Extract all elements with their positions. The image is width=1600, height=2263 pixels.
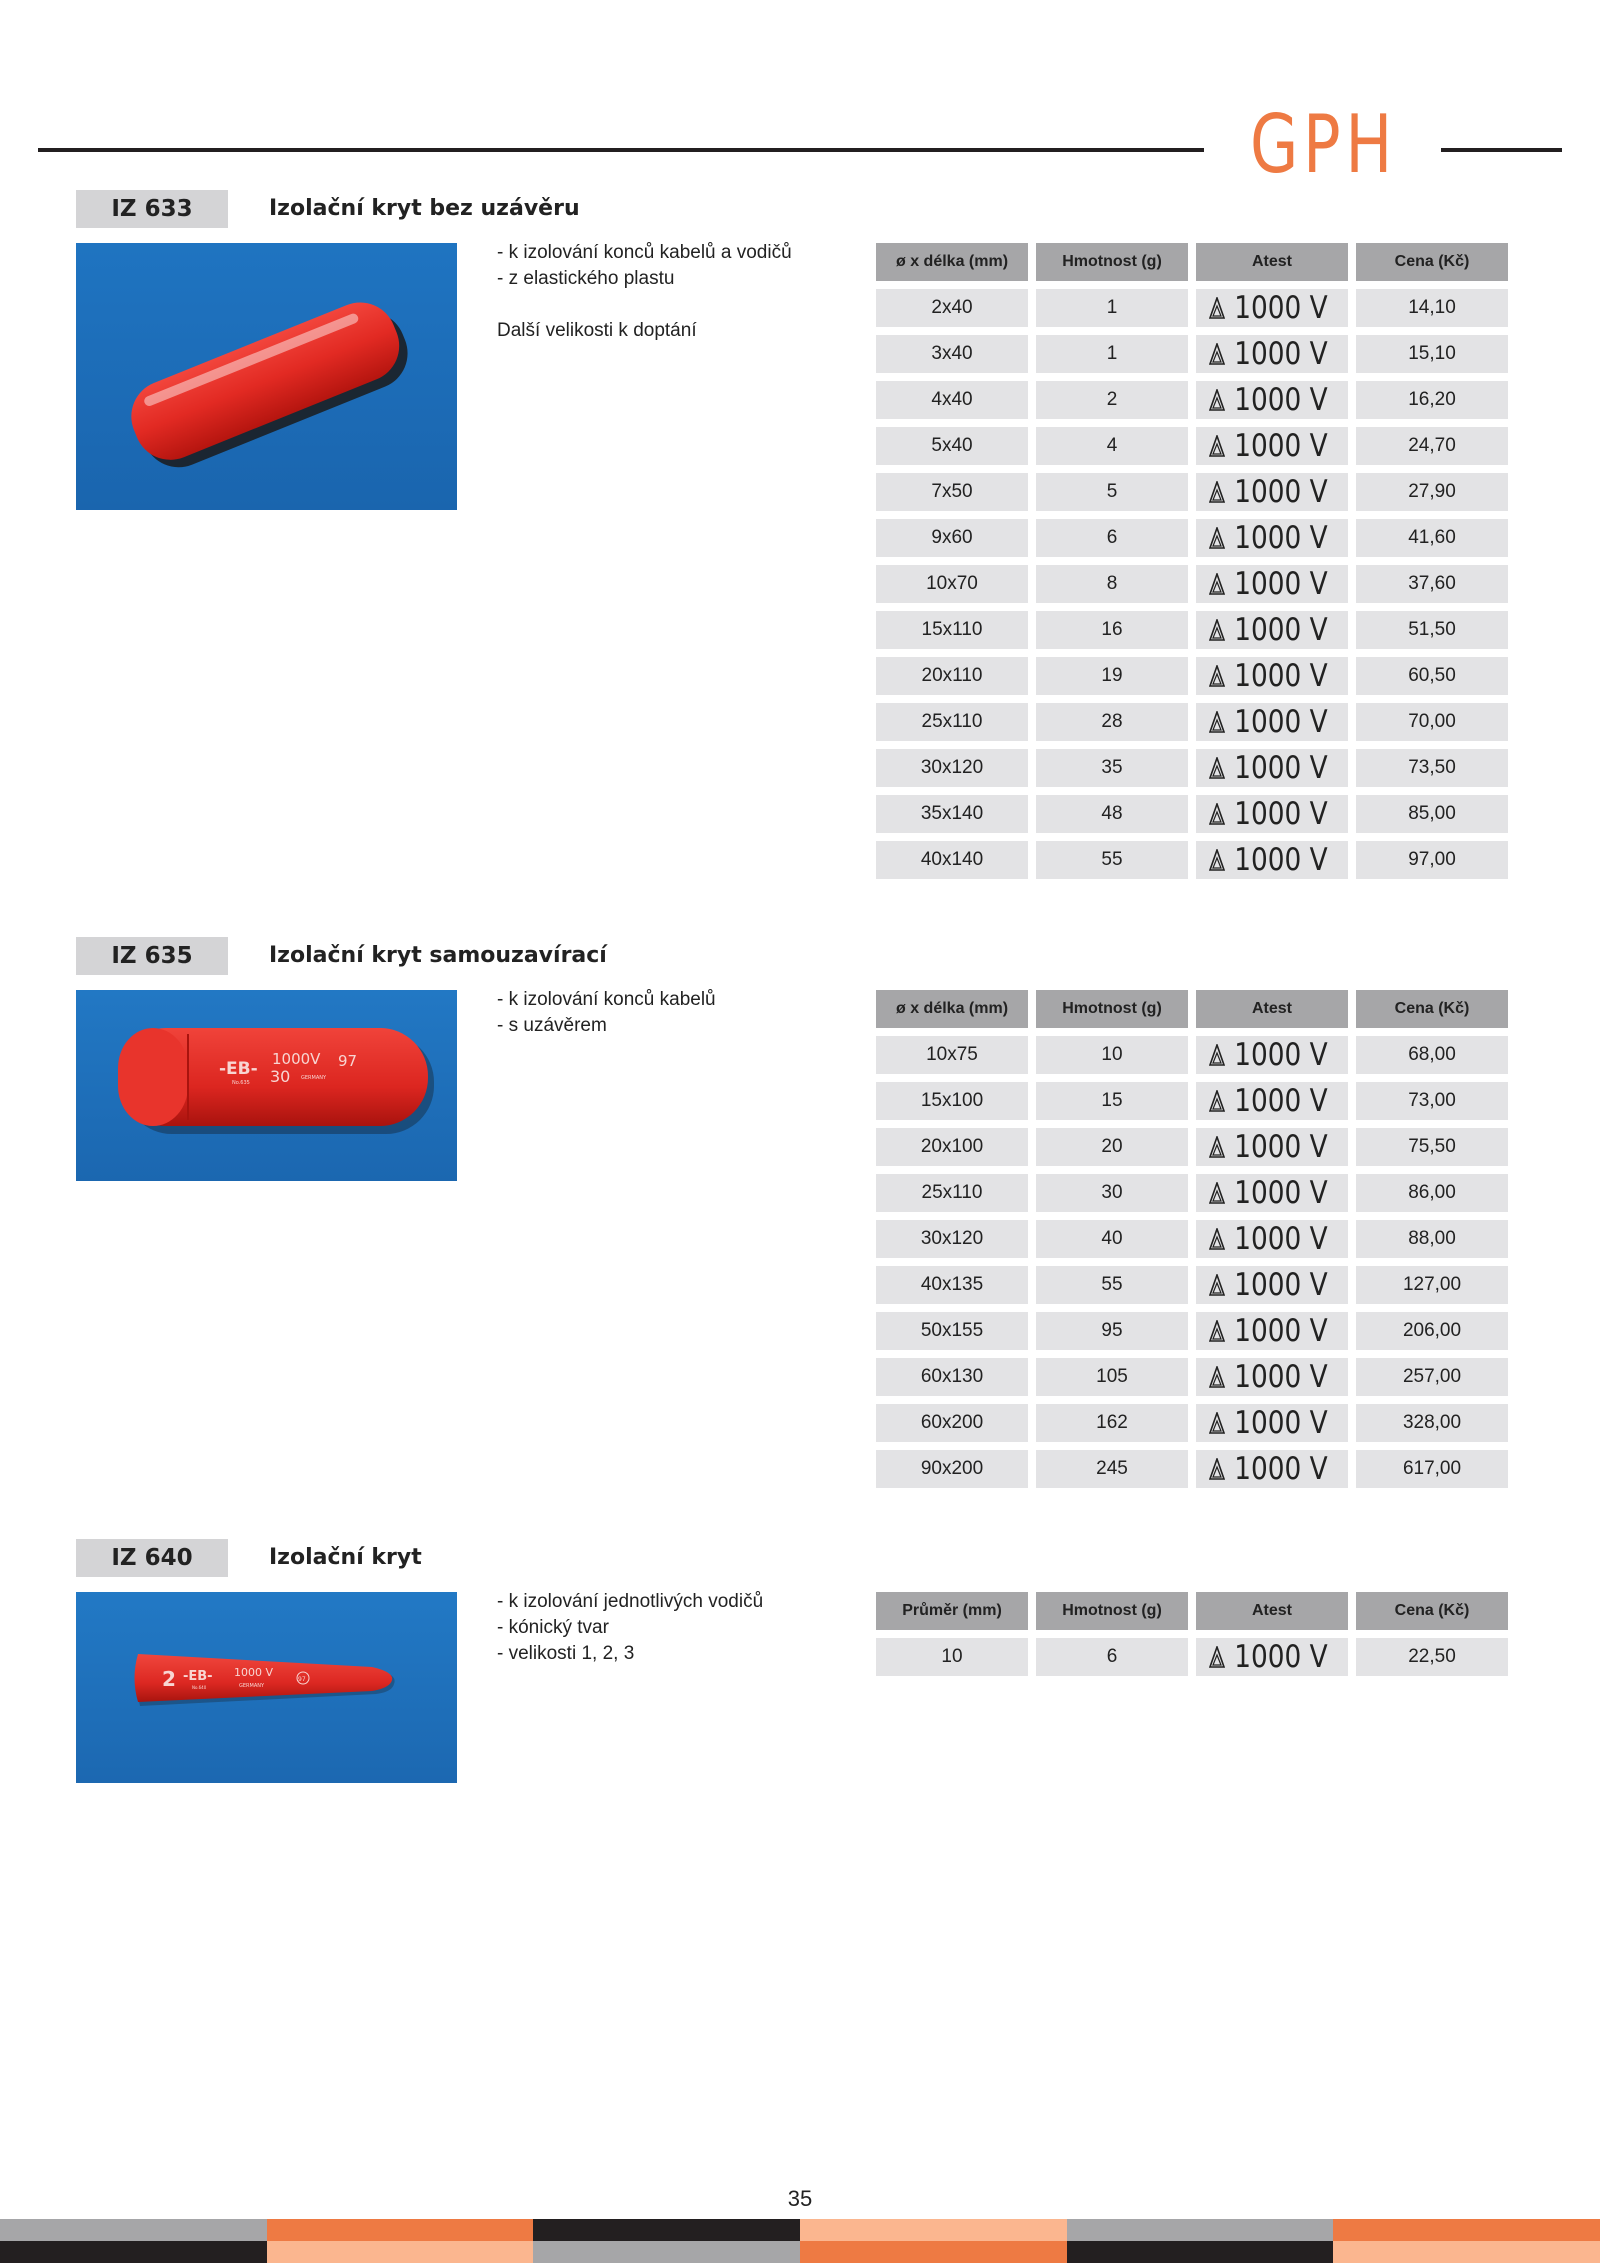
cell-weight: 6 — [1036, 1638, 1188, 1676]
footer-color-block — [1067, 2219, 1334, 2241]
column-header: Hmotnost (g) — [1036, 1592, 1188, 1630]
cell-weight: 245 — [1036, 1450, 1188, 1488]
cell-size: 30x120 — [876, 749, 1028, 787]
photo-rating: 1000V — [272, 1050, 321, 1068]
column-header: Hmotnost (g) — [1036, 990, 1188, 1028]
price-table — [876, 990, 1508, 1496]
certification-voltage: 1000 V — [1233, 1405, 1328, 1441]
table-row — [876, 381, 1508, 419]
photo-number: 30 — [270, 1067, 291, 1086]
cell-size: 60x200 — [876, 1404, 1028, 1442]
certification-voltage: 1000 V — [1233, 1451, 1328, 1487]
certification-voltage: 1000 V — [1233, 1175, 1328, 1211]
footer-color-block — [0, 2219, 267, 2241]
header-rule-right — [1441, 148, 1562, 152]
cell-certification — [1196, 795, 1348, 833]
certification-voltage: 1000 V — [1233, 520, 1328, 556]
certification-voltage: 1000 V — [1233, 1639, 1328, 1675]
cell-weight: 55 — [1036, 1266, 1188, 1304]
double-triangle-icon — [1209, 389, 1225, 411]
product-section-iz640 — [0, 1539, 1600, 1789]
cell-price: 22,50 — [1356, 1638, 1508, 1676]
double-triangle-icon — [1209, 1090, 1225, 1112]
red-insulating-cap-icon — [76, 243, 457, 510]
cell-certification — [1196, 703, 1348, 741]
table-row — [876, 1128, 1508, 1166]
double-triangle-icon — [1209, 1044, 1225, 1066]
cell-certification — [1196, 289, 1348, 327]
table-row — [876, 1174, 1508, 1212]
cell-size: 40x135 — [876, 1266, 1028, 1304]
double-triangle-icon — [1209, 1274, 1225, 1296]
table-row — [876, 1266, 1508, 1304]
certification-voltage: 1000 V — [1233, 1037, 1328, 1073]
cell-weight: 5 — [1036, 473, 1188, 511]
photo-brand: -EB- — [183, 1669, 213, 1684]
cell-size: 10x70 — [876, 565, 1028, 603]
cell-certification — [1196, 611, 1348, 649]
cell-size: 2x40 — [876, 289, 1028, 327]
cell-certification — [1196, 565, 1348, 603]
footer-stripe-top — [0, 2219, 1600, 2241]
certification-voltage: 1000 V — [1233, 1221, 1328, 1257]
cell-price: 206,00 — [1356, 1312, 1508, 1350]
footer-color-block — [1333, 2241, 1600, 2263]
cell-weight: 95 — [1036, 1312, 1188, 1350]
double-triangle-icon — [1209, 1366, 1225, 1388]
cell-weight: 16 — [1036, 611, 1188, 649]
cell-size: 9x60 — [876, 519, 1028, 557]
cell-price: 86,00 — [1356, 1174, 1508, 1212]
table-row — [876, 657, 1508, 695]
cell-size: 20x110 — [876, 657, 1028, 695]
description-line: - s uzávěrem — [497, 1015, 607, 1036]
table-row — [876, 1220, 1508, 1258]
cell-price: 16,20 — [1356, 381, 1508, 419]
certification-voltage: 1000 V — [1233, 658, 1328, 694]
cell-price: 60,50 — [1356, 657, 1508, 695]
cell-certification — [1196, 427, 1348, 465]
product-title: Izolační kryt bez uzávěru — [269, 196, 580, 221]
double-triangle-icon — [1209, 1182, 1225, 1204]
product-title: Izolační kryt samouzavírací — [269, 943, 607, 968]
cell-price: 617,00 — [1356, 1450, 1508, 1488]
description-line: - kónický tvar — [497, 1617, 609, 1638]
cell-weight: 40 — [1036, 1220, 1188, 1258]
table-row — [876, 1082, 1508, 1120]
description-line: - velikosti 1, 2, 3 — [497, 1643, 635, 1664]
certification-voltage: 1000 V — [1233, 566, 1328, 602]
double-triangle-icon — [1209, 711, 1225, 733]
cell-certification — [1196, 473, 1348, 511]
cell-size: 7x50 — [876, 473, 1028, 511]
certification-voltage: 1000 V — [1233, 1313, 1328, 1349]
cell-weight: 162 — [1036, 1404, 1188, 1442]
cell-price: 88,00 — [1356, 1220, 1508, 1258]
product-photo — [76, 243, 457, 510]
column-header: Cena (Kč) — [1356, 1592, 1508, 1630]
double-triangle-icon — [1209, 1320, 1225, 1342]
double-triangle-icon — [1209, 435, 1225, 457]
product-section-iz635 — [0, 937, 1600, 1497]
cell-size: 15x110 — [876, 611, 1028, 649]
cell-certification — [1196, 1082, 1348, 1120]
column-header: Atest — [1196, 1592, 1348, 1630]
certification-voltage: 1000 V — [1233, 750, 1328, 786]
cell-certification — [1196, 1220, 1348, 1258]
column-header: Atest — [1196, 243, 1348, 281]
cell-size: 50x155 — [876, 1312, 1028, 1350]
double-triangle-icon — [1209, 757, 1225, 779]
table-header-row — [876, 990, 1508, 1028]
product-title: Izolační kryt — [269, 1545, 422, 1570]
certification-voltage: 1000 V — [1233, 474, 1328, 510]
price-table — [876, 1592, 1508, 1684]
cell-certification — [1196, 1266, 1348, 1304]
product-description — [497, 987, 716, 1039]
cell-weight: 105 — [1036, 1358, 1188, 1396]
table-row — [876, 1450, 1508, 1488]
cell-price: 51,50 — [1356, 611, 1508, 649]
description-line: - z elastického plastu — [497, 268, 675, 289]
double-triangle-icon — [1209, 573, 1225, 595]
certification-voltage: 1000 V — [1233, 1267, 1328, 1303]
table-row — [876, 1312, 1508, 1350]
product-photo — [76, 990, 457, 1181]
footer-color-block — [267, 2241, 534, 2263]
column-header: Hmotnost (g) — [1036, 243, 1188, 281]
column-header: Atest — [1196, 990, 1348, 1028]
cell-size: 10 — [876, 1638, 1028, 1676]
double-triangle-icon — [1209, 1136, 1225, 1158]
cell-certification — [1196, 1174, 1348, 1212]
double-triangle-icon — [1209, 297, 1225, 319]
cell-weight: 8 — [1036, 565, 1188, 603]
cell-certification — [1196, 1450, 1348, 1488]
cell-certification — [1196, 335, 1348, 373]
certification-voltage: 1000 V — [1233, 612, 1328, 648]
product-code: IZ 635 — [76, 937, 228, 975]
cell-price: 15,10 — [1356, 335, 1508, 373]
header-rule-left — [38, 148, 1204, 152]
table-row — [876, 611, 1508, 649]
footer-color-block — [267, 2219, 534, 2241]
page-number: 35 — [787, 2186, 813, 2211]
cell-price: 73,00 — [1356, 1082, 1508, 1120]
price-table — [876, 243, 1508, 887]
product-code: IZ 640 — [76, 1539, 228, 1577]
double-triangle-icon — [1209, 1458, 1225, 1480]
cell-weight: 28 — [1036, 703, 1188, 741]
cell-price: 37,60 — [1356, 565, 1508, 603]
table-row — [876, 565, 1508, 603]
photo-origin: GERMANY — [301, 1075, 327, 1081]
cell-size: 30x120 — [876, 1220, 1028, 1258]
table-row — [876, 795, 1508, 833]
footer-stripe-bottom — [0, 2241, 1600, 2263]
cell-size: 5x40 — [876, 427, 1028, 465]
certification-voltage: 1000 V — [1233, 704, 1328, 740]
cell-size: 3x40 — [876, 335, 1028, 373]
photo-brand: -EB- — [219, 1059, 258, 1079]
double-triangle-icon — [1209, 665, 1225, 687]
certification-voltage: 1000 V — [1233, 796, 1328, 832]
table-row — [876, 749, 1508, 787]
table-row — [876, 841, 1508, 879]
cell-certification — [1196, 841, 1348, 879]
cell-certification — [1196, 1036, 1348, 1074]
cell-certification — [1196, 657, 1348, 695]
cell-size: 90x200 — [876, 1450, 1028, 1488]
product-section-iz633 — [0, 190, 1600, 880]
certification-voltage: 1000 V — [1233, 1129, 1328, 1165]
cell-weight: 48 — [1036, 795, 1188, 833]
cell-weight: 6 — [1036, 519, 1188, 557]
cell-weight: 1 — [1036, 335, 1188, 373]
certification-voltage: 1000 V — [1233, 382, 1328, 418]
photo-small-text: No.640 — [192, 1685, 207, 1690]
cell-certification — [1196, 519, 1348, 557]
table-row — [876, 1358, 1508, 1396]
cell-certification — [1196, 1128, 1348, 1166]
cell-price: 27,90 — [1356, 473, 1508, 511]
cell-certification — [1196, 1404, 1348, 1442]
cell-weight: 55 — [1036, 841, 1188, 879]
cell-size: 60x130 — [876, 1358, 1028, 1396]
certification-voltage: 1000 V — [1233, 290, 1328, 326]
cell-price: 75,50 — [1356, 1128, 1508, 1166]
double-triangle-icon — [1209, 1228, 1225, 1250]
table-header-row — [876, 243, 1508, 281]
photo-size: 2 — [162, 1667, 176, 1691]
cell-weight: 10 — [1036, 1036, 1188, 1074]
cell-price: 127,00 — [1356, 1266, 1508, 1304]
double-triangle-icon — [1209, 849, 1225, 871]
description-line: Další velikosti k doptání — [497, 320, 697, 341]
column-header: Průměr (mm) — [876, 1592, 1028, 1630]
double-triangle-icon — [1209, 527, 1225, 549]
table-row — [876, 703, 1508, 741]
red-self-closing-cap-icon — [76, 990, 457, 1181]
cell-price: 73,50 — [1356, 749, 1508, 787]
double-triangle-icon — [1209, 803, 1225, 825]
footer-color-block — [800, 2219, 1067, 2241]
cell-size: 40x140 — [876, 841, 1028, 879]
cell-size: 10x75 — [876, 1036, 1028, 1074]
certification-voltage: 1000 V — [1233, 1359, 1328, 1395]
cell-price: 97,00 — [1356, 841, 1508, 879]
certification-voltage: 1000 V — [1233, 842, 1328, 878]
photo-number: 97 — [338, 1052, 358, 1070]
footer-color-block — [1067, 2241, 1334, 2263]
description-spacer — [497, 292, 792, 318]
photo-small-text: No.635 — [232, 1080, 250, 1086]
cell-weight: 20 — [1036, 1128, 1188, 1166]
cell-weight: 35 — [1036, 749, 1188, 787]
product-photo — [76, 1592, 457, 1783]
cell-certification — [1196, 1312, 1348, 1350]
cell-certification — [1196, 1638, 1348, 1676]
double-triangle-icon — [1209, 1412, 1225, 1434]
cell-weight: 30 — [1036, 1174, 1188, 1212]
cell-size: 25x110 — [876, 703, 1028, 741]
cell-weight: 15 — [1036, 1082, 1188, 1120]
cell-size: 25x110 — [876, 1174, 1028, 1212]
cell-price: 68,00 — [1356, 1036, 1508, 1074]
double-triangle-icon — [1209, 1646, 1225, 1668]
table-row — [876, 1036, 1508, 1074]
gph-logo: GPH — [1250, 98, 1397, 191]
cell-price: 257,00 — [1356, 1358, 1508, 1396]
certification-voltage: 1000 V — [1233, 336, 1328, 372]
photo-rating: 1000 V — [234, 1666, 274, 1679]
footer-color-block — [533, 2241, 800, 2263]
cell-certification — [1196, 1358, 1348, 1396]
column-header: Cena (Kč) — [1356, 990, 1508, 1028]
table-row — [876, 335, 1508, 373]
cell-weight: 2 — [1036, 381, 1188, 419]
column-header: ø x délka (mm) — [876, 990, 1028, 1028]
table-row — [876, 473, 1508, 511]
cell-certification — [1196, 381, 1348, 419]
cell-certification — [1196, 749, 1348, 787]
cell-price: 14,10 — [1356, 289, 1508, 327]
table-header-row — [876, 1592, 1508, 1630]
cell-price: 41,60 — [1356, 519, 1508, 557]
cell-price: 24,70 — [1356, 427, 1508, 465]
footer-color-block — [800, 2241, 1067, 2263]
cell-weight: 1 — [1036, 289, 1188, 327]
certification-voltage: 1000 V — [1233, 428, 1328, 464]
double-triangle-icon — [1209, 481, 1225, 503]
table-row — [876, 519, 1508, 557]
double-triangle-icon — [1209, 343, 1225, 365]
table-row — [876, 427, 1508, 465]
cell-price: 85,00 — [1356, 795, 1508, 833]
description-line: - k izolování konců kabelů a vodičů — [497, 242, 792, 263]
description-line: - k izolování konců kabelů — [497, 989, 716, 1010]
table-row — [876, 1404, 1508, 1442]
footer-color-block — [1333, 2219, 1600, 2241]
photo-number: 97 — [298, 1676, 306, 1683]
photo-origin: GERMANY — [239, 1683, 265, 1689]
cell-size: 35x140 — [876, 795, 1028, 833]
certification-voltage: 1000 V — [1233, 1083, 1328, 1119]
double-triangle-icon — [1209, 619, 1225, 641]
cell-weight: 19 — [1036, 657, 1188, 695]
product-description — [497, 240, 792, 344]
description-line: - k izolování jednotlivých vodičů — [497, 1591, 764, 1612]
column-header: Cena (Kč) — [1356, 243, 1508, 281]
footer-color-block — [0, 2241, 267, 2263]
cell-price: 328,00 — [1356, 1404, 1508, 1442]
table-row — [876, 289, 1508, 327]
product-description — [497, 1589, 763, 1667]
column-header: ø x délka (mm) — [876, 243, 1028, 281]
cell-size: 4x40 — [876, 381, 1028, 419]
red-conical-cap-icon — [76, 1592, 457, 1783]
footer-color-block — [533, 2219, 800, 2241]
cell-size: 15x100 — [876, 1082, 1028, 1120]
product-code: IZ 633 — [76, 190, 228, 228]
table-row — [876, 1638, 1508, 1676]
cell-size: 20x100 — [876, 1128, 1028, 1166]
cell-weight: 4 — [1036, 427, 1188, 465]
cell-price: 70,00 — [1356, 703, 1508, 741]
